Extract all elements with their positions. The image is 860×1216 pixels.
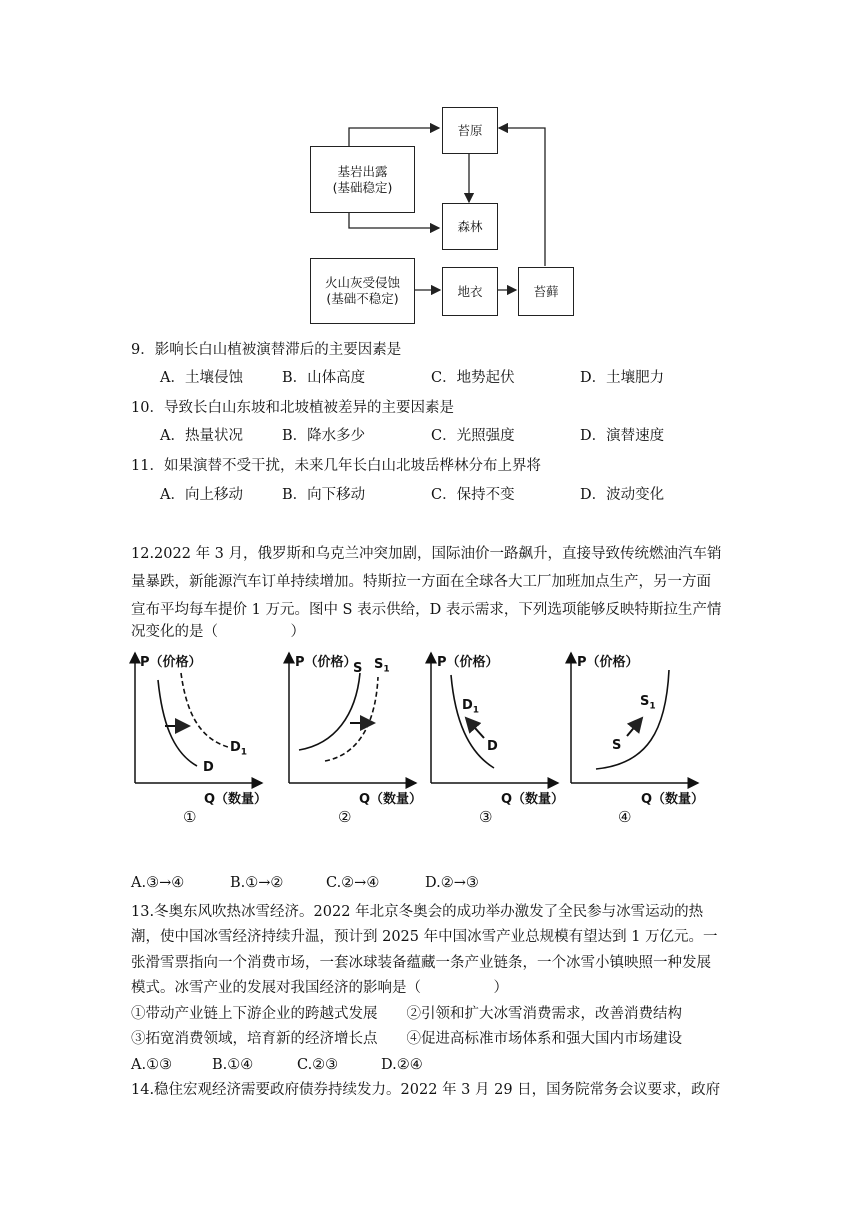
graph-4-curve-s (596, 670, 669, 769)
graph-4-move-arrow (627, 718, 642, 736)
q9-option-b: B．山体高度 (282, 370, 366, 386)
graph-3-label-d: D (487, 739, 498, 754)
graph-3-curve-d (451, 675, 494, 768)
box-bedrock (310, 146, 415, 213)
q9-option-a: A．土壤侵蚀 (160, 370, 243, 386)
q10-option-c: C．光照强度 (431, 428, 515, 444)
q11-option-d: D．波动变化 (580, 487, 665, 503)
q13-option-d: D.②④ (381, 1057, 423, 1073)
box-bedrock-line2: (基础稳定) (332, 179, 393, 195)
q10-option-b: B．降水多少 (282, 428, 366, 444)
graph-3 (431, 653, 558, 783)
q12-line-2: 量暴跌，新能源汽车订单持续增加。特斯拉一方面在全球各大工厂加班加点生产，另一方面 (131, 574, 711, 590)
q11-option-b: B．向下移动 (282, 487, 366, 503)
q13-line-4: 模式。冰雪产业的发展对我国经济的影响是（ ） (131, 980, 508, 996)
q13-option-c: C.②③ (297, 1057, 339, 1073)
graph-4-label-s: S (612, 738, 622, 753)
q11-option-a: A．向上移动 (160, 487, 243, 503)
graph-4-label-s1: $S_1$ (640, 694, 656, 712)
graph-2-label-s1: $S_1$ (374, 657, 390, 675)
graph-1 (135, 653, 262, 783)
graph-1-curve-d1 (181, 673, 228, 747)
box-lichen-label: 地衣 (457, 283, 483, 299)
box-moss-meadow-label: 苔原 (457, 122, 483, 138)
q13-line-3: 张滑雪票指向一个消费市场，一套冰球装备蕴藏一条产业链条，一个冰雪小镇映照一种发展 (131, 955, 711, 971)
box-ash-line1: 火山灰受侵蚀 (324, 275, 400, 290)
q13-line-2: 潮，使中国冰雪经济持续升温，预计到 2025 年中国冰雪产业总规模有望达到 1 万亿元。一 (131, 929, 718, 945)
arrow-bedrock-to-forest (349, 212, 439, 228)
q9-stem: 9．影响长白山植被演替滞后的主要因素是 (131, 342, 402, 358)
q12-line-3: 宣布平均每车提价 1 万元。图中 S 表示供给，D 表示需求，下列选项能够反映特斯拉生产情 (131, 602, 722, 618)
graph-3-label-d1: $D_1$ (462, 698, 480, 716)
box-moss-meadow (442, 107, 498, 154)
arrow-bedrock-to-moss-meadow (349, 128, 439, 146)
graph-4-y-label: P（价格） (577, 655, 639, 670)
graph-2-number-label: ② (338, 808, 352, 826)
graph-1-x-label: Q（数量） (204, 792, 268, 807)
q9-option-d: D．土壤肥力 (580, 370, 665, 386)
box-volcanic-ash (310, 258, 415, 324)
graph-2-y-label: P（价格） (295, 655, 357, 670)
q12-line-1: 12.2022 年 3 月，俄罗斯和乌克兰冲突加剧，国际油价一路飙升，直接导致传统燃油汽车销 (131, 546, 722, 562)
succession-flowchart (0, 0, 860, 330)
graph-2-label-s: S (353, 661, 363, 676)
q13-item-row-1: ①带动产业链上下游企业的跨越式发展 ②引领和扩大冰雪消费需求，改善消费结构 (131, 1006, 682, 1022)
graph-2-x-label: Q（数量） (359, 792, 423, 807)
q9-option-c: C．地势起伏 (431, 370, 515, 386)
graph-3-x-label: Q（数量） (501, 792, 565, 807)
graph-2-curve-s (299, 673, 360, 750)
q11-option-c: C．保持不变 (431, 487, 515, 503)
graph-1-curve-d (158, 680, 197, 766)
box-lichen (442, 267, 498, 316)
graph-4-x-label: Q（数量） (641, 792, 705, 807)
box-moss-label: 苔藓 (533, 283, 559, 299)
graph-1-label-d: D (203, 760, 214, 775)
box-forest (442, 203, 498, 250)
graph-1-number-label: ① (183, 808, 197, 826)
box-ash-line2: (基础不稳定) (326, 291, 399, 306)
q13-option-b: B.①④ (212, 1057, 254, 1073)
graph-3-number-label: ③ (479, 808, 493, 826)
graph-4 (571, 653, 698, 783)
q13-line-1: 13.冬奥东风吹热冰雪经济。2022 年北京冬奥会的成功举办激发了全民参与冰雪运动的热 (131, 904, 704, 920)
q12-line-4: 况变化的是（ ） (131, 624, 305, 640)
box-moss (518, 267, 574, 316)
q13-option-a: A.①③ (131, 1057, 173, 1073)
graph-1-label-d1: $D_1$ (230, 740, 248, 758)
q12-option-b: B.①→② (230, 875, 284, 891)
box-forest-label: 森林 (457, 218, 483, 234)
q14-line-1: 14.稳住宏观经济需要政府债券持续发力。2022 年 3 月 29 日，国务院常务会议要求，政府 (131, 1082, 721, 1098)
graph-2-curve-s1 (325, 677, 378, 761)
q12-option-c: C.②→④ (326, 875, 380, 891)
q10-stem: 10．导致长白山东坡和北坡植被差异的主要因素是 (131, 400, 454, 416)
graph-4-number-label: ④ (618, 808, 632, 826)
q11-stem: 11．如果演替不受干扰，未来几年长白山北坡岳桦林分布上界将 (131, 458, 541, 474)
q12-option-a: A.③→④ (131, 875, 185, 891)
q10-option-a: A．热量状况 (160, 428, 243, 444)
graph-3-y-label: P（价格） (437, 655, 499, 670)
q13-item-row-2: ③拓宽消费领域，培育新的经济增长点 ④促进高标准市场体系和强大国内市场建设 (131, 1031, 682, 1047)
supply-demand-graphs (0, 640, 860, 830)
arrow-moss-to-moss-meadow (499, 128, 545, 266)
box-bedrock-line1: 基岩出露 (337, 163, 388, 179)
graph-1-y-label: P（价格） (140, 655, 202, 670)
q10-option-d: D．演替速度 (580, 428, 665, 444)
q12-option-d: D.②→③ (425, 875, 479, 891)
graph-3-move-arrow (466, 718, 484, 738)
